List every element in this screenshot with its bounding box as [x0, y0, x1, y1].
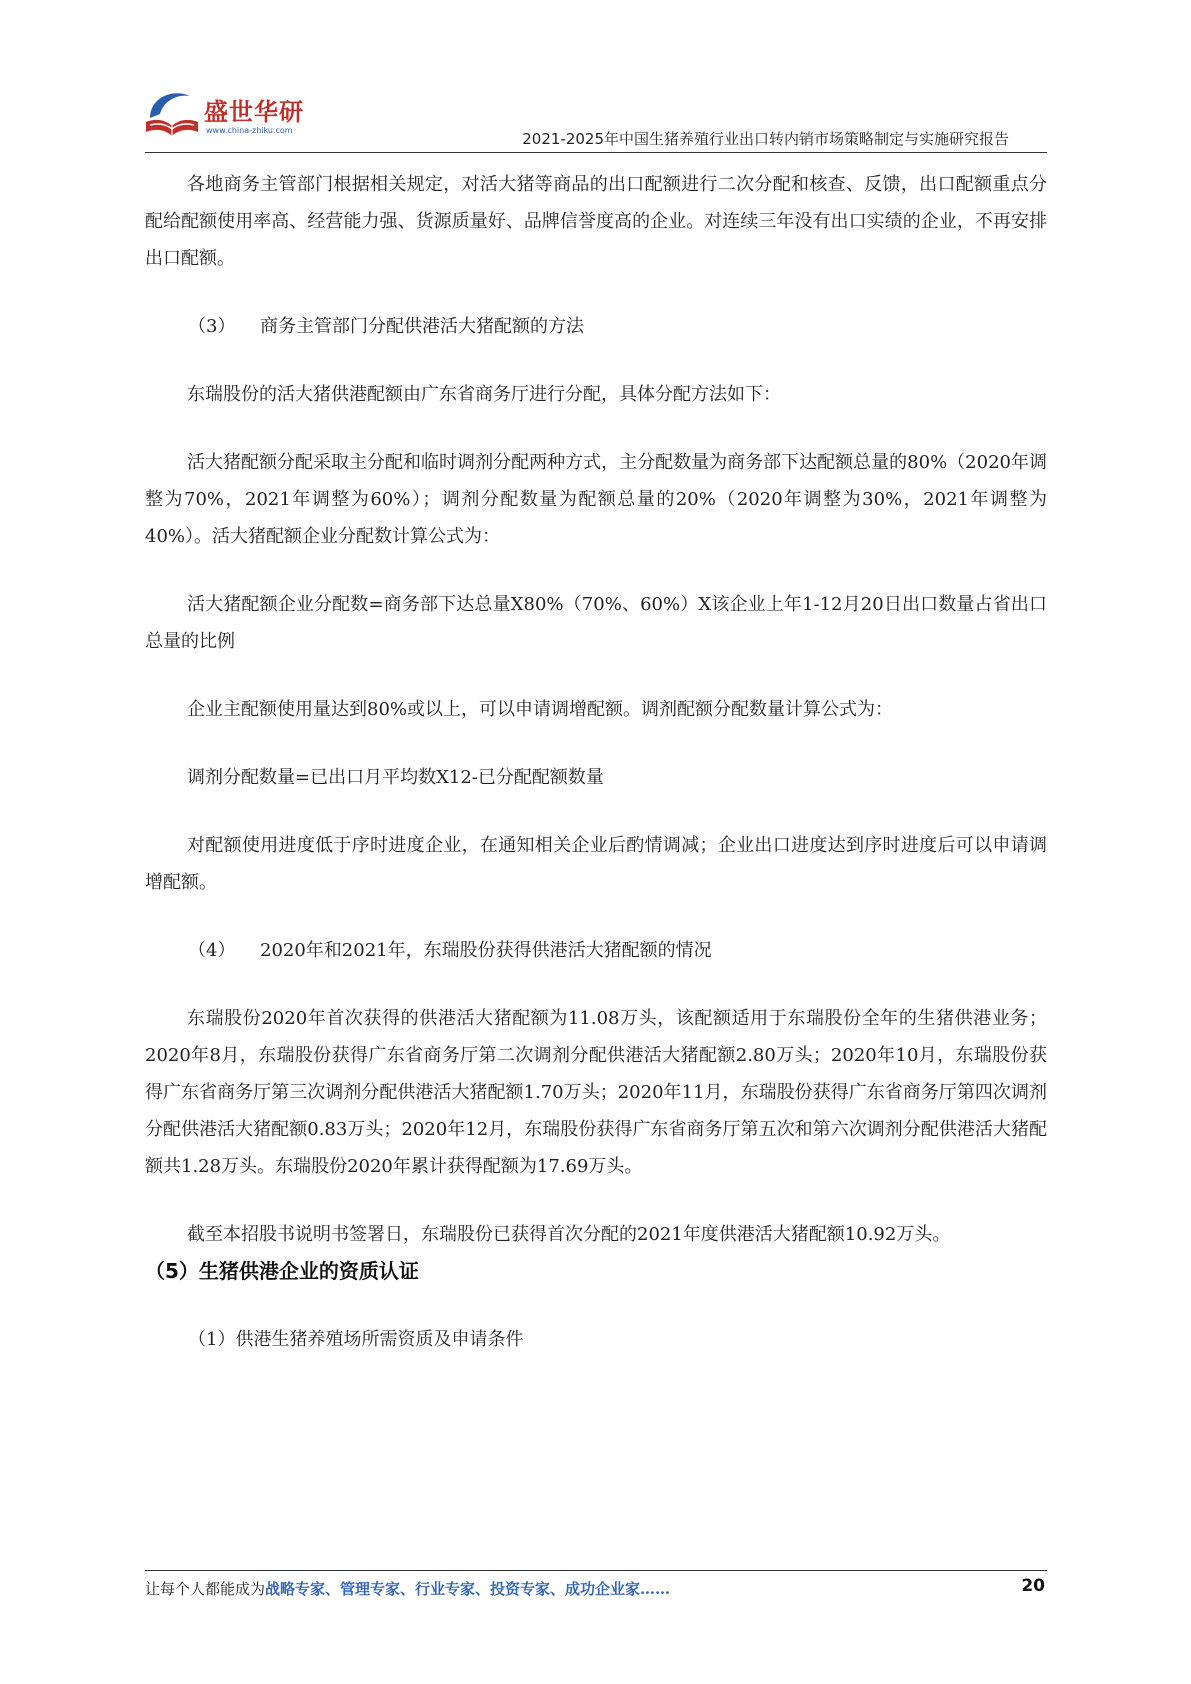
subheading-3-number: （3）: [188, 316, 236, 337]
company-logo: [142, 84, 312, 146]
logo-brand-name: 盛世华研: [204, 98, 304, 126]
page-content: [145, 166, 1047, 1358]
subheading-3-text: 商务主管部门分配供港活大猪配额的方法: [260, 316, 584, 337]
logo-url: www.china-zhiku.com: [206, 126, 293, 135]
footer-slogan-highlight: 战略专家、管理专家、行业专家、投资专家、成功企业家……: [265, 1580, 671, 1598]
paragraph-allocation-ratio: 活大猪配额分配采取主分配和临时调剂分配两种方式，主分配数量为商务部下达配额总量的80%（2020年调整为70%，2021年调整为60%）；调剂分配数量为配额总量的20%（2020年调整为30%，2021年调整为40%）。活大猪配额企业分配数计算公式为：: [145, 452, 1047, 547]
page-number: 20: [1021, 1576, 1045, 1596]
paragraph-2020-quota: 东瑞股份2020年首次获得的供港活大猪配额为11.08万头，该配额适用于东瑞股份全年的生猪供港业务；2020年8月，东瑞股份获得广东省商务厅第二次调剂分配供港活大猪配额2.80万头；2020年10月，东瑞股份获得广东省商务厅第三次调剂分配供港活大猪配额1.70万头；2020年11月，东瑞股份获得广东省商务厅第四次调剂分配供港活大猪配额0.83万头；2020年12月，东瑞股份获得广东省商务厅第五次和第六次调剂分配供港活大猪配额共1.28万头。东瑞股份2020年累计获得配额为17.69万头。: [145, 1008, 1047, 1177]
paragraph-formula-main: 活大猪配额企业分配数=商务部下达总量X80%（70%、60%）X该企业上年1-12月20日出口数量占省出口总量的比例: [145, 594, 1047, 652]
footer-divider: [145, 1570, 1047, 1571]
paragraph-2021-quota: 截至本招股书说明书签署日，东瑞股份已获得首次分配的2021年度供港活大猪配额10.92万头。: [187, 1224, 951, 1245]
footer-slogan: [145, 1578, 670, 1599]
logo-book-icon: [142, 84, 204, 146]
subheading-3: [145, 308, 1047, 345]
header-divider: [145, 152, 1047, 153]
subheading-4-text: 2020年和2021年，东瑞股份获得供港活大猪配额的情况: [260, 940, 712, 961]
paragraph-distribution-method: 东瑞股份的活大猪供港配额由广东省商务厅进行分配，具体分配方法如下：: [187, 384, 781, 405]
subheading-4-number: （4）: [188, 940, 236, 961]
footer-slogan-prefix: 让每个人都能成为: [145, 1580, 266, 1598]
paragraph-increase-condition: 企业主配额使用量达到80%或以上，可以申请调增配额。调剂配额分配数量计算公式为：: [187, 699, 894, 720]
paragraph-progress-adjust: 对配额使用进度低于序时进度企业，在通知相关企业后酌情调减；企业出口进度达到序时进度后可以申请调增配额。: [145, 835, 1047, 893]
subheading-4: [145, 932, 1047, 969]
paragraph-quota-allocation: 各地商务主管部门根据相关规定，对活大猪等商品的出口配额进行二次分配和核查、反馈，出口配额重点分配给配额使用率高、经营能力强、货源质量好、品牌信誉度高的企业。对连续三年没有出口实绩的企业，不再安排出口配额。: [145, 174, 1047, 269]
section-heading-5: （5）生猪供港企业的资质认证: [145, 1259, 419, 1283]
report-title: 2021-2025年中国生猪养殖行业出口转内销市场策略制定与实施研究报告: [522, 130, 1009, 148]
subheading-5-1: （1）供港生猪养殖场所需资质及申请条件: [188, 1329, 524, 1350]
paragraph-formula-adjust: 调剂分配数量=已出口月平均数X12-已分配配额数量: [187, 767, 604, 788]
